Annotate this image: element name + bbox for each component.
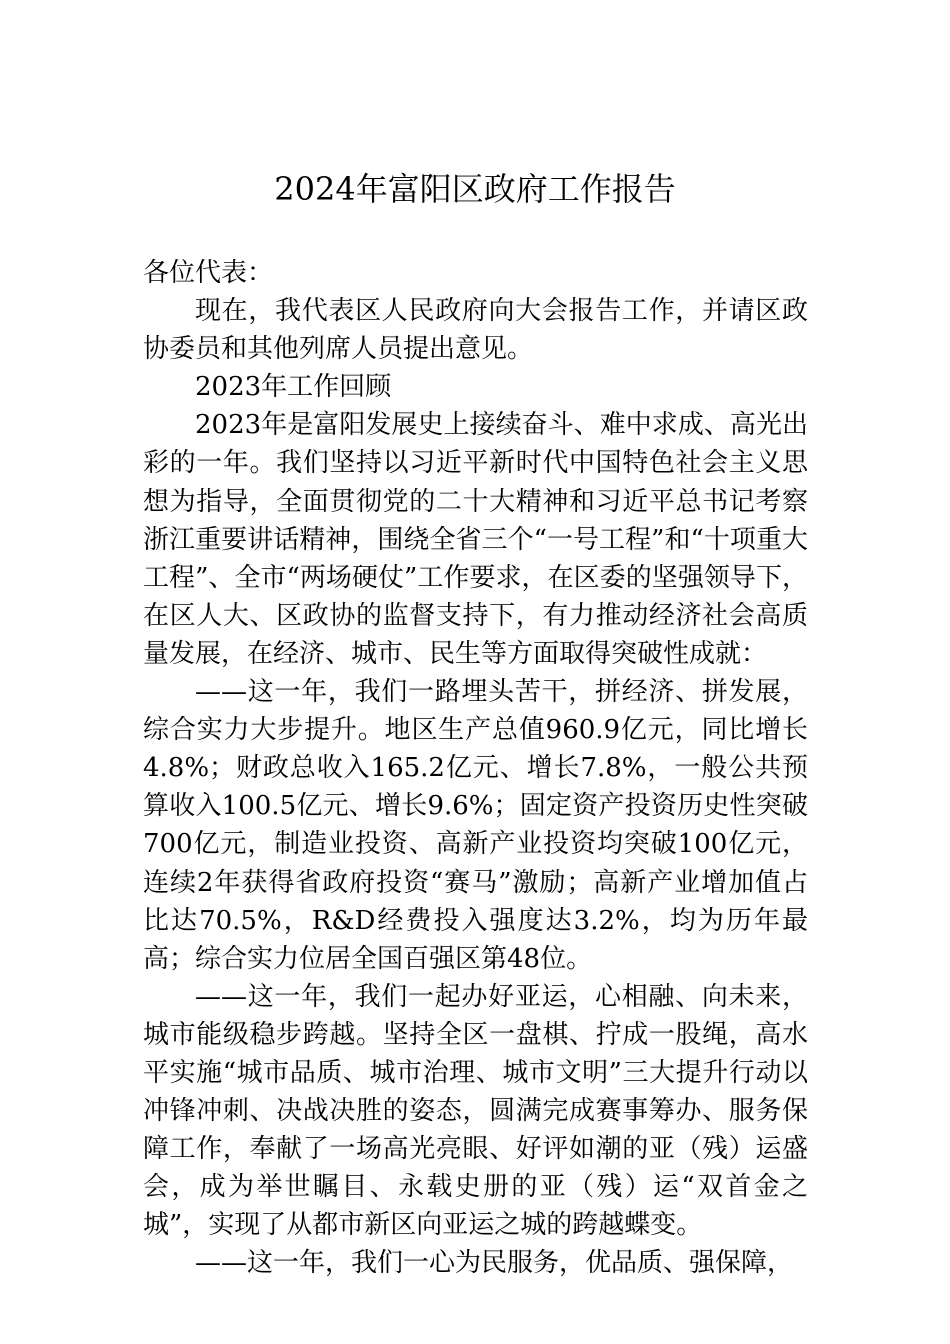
paragraph-asian-games: ——这一年，我们一起办好亚运，心相融、向未来，城市能级稳步跨越。坚持全区一盘棋、拧成一股绳，高水平实施“城市品质、城市治理、城市文明”三大提升行动以冲锋冲刺、决战决胜的姿态，圆满完成赛事筹办、服务保障工作，奉献了一场高光亮眼、好评如潮的亚（残）运盛会，成为举世瞩目、永载史册的亚（残）运“双首金之城”，实现了从都市新区向亚运之城的跨越蝶变。 xyxy=(143,981,808,1241)
document-title: 2024年富阳区政府工作报告 xyxy=(274,170,676,208)
section-heading: 2023年工作回顾 xyxy=(195,372,392,403)
paragraph-intro: 现在，我代表区人民政府向大会报告工作，并请区政协委员和其他列席人员提出意见。 xyxy=(143,296,808,365)
document-body xyxy=(143,254,808,1283)
salutation: 各位代表： xyxy=(143,258,274,288)
paragraph-overview: 2023年是富阳发展史上接续奋斗、难中求成、高光出彩的一年。我们坚持以习近平新时代中国特色社会主义思想为指导，全面贯彻党的二十大精神和习近平总书记考察浙江重要讲话精神，围绕全省三个“一号工程”和“十项重大工程”、全市“两场硬仗”工作要求，在区委的坚强领导下，在区人大、区政协的监督支持下，有力推动经济社会高质量发展，在经济、城市、民生等方面取得突破性成就： xyxy=(143,410,808,669)
paragraph-economy: ——这一年，我们一路埋头苦干，拼经济、拼发展，综合实力大步提升。地区生产总值960.9亿元，同比增长4.8%；财政总收入165.2亿元、增长7.8%，一般公共预算收入100.5亿元、增长9.6%；固定资产投资历史性突破700亿元，制造业投资、高新产业投资均突破100亿元，连续2年获得省政府投资“赛马”激励；高新产业增加值占比达70.5%，R&D经费投入强度达3.2%，均为历年最高；综合实力位居全国百强区第48位。 xyxy=(143,677,808,974)
paragraph-livelihood: ——这一年，我们一心为民服务，优品质、强保障， xyxy=(195,1248,794,1279)
